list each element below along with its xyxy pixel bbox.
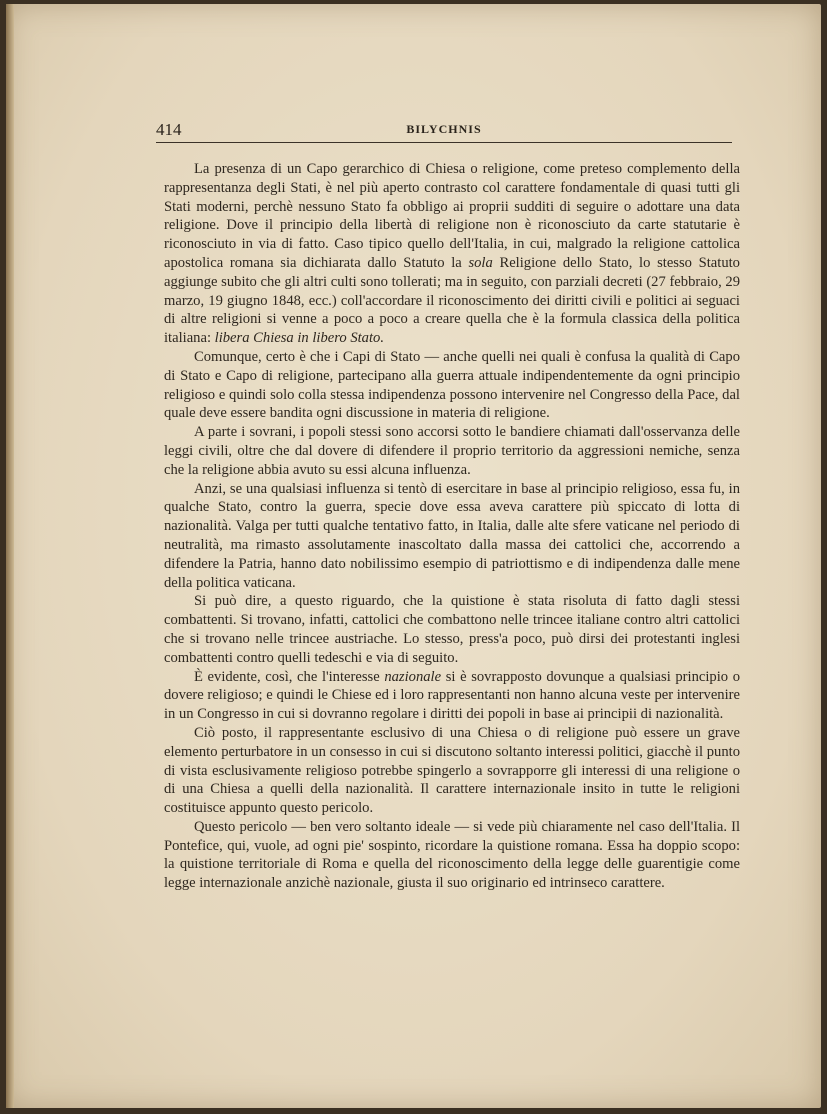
page-header — [156, 120, 732, 143]
book-page — [6, 4, 821, 1108]
italic-run: nazionale — [384, 668, 442, 685]
paragraph — [164, 160, 740, 348]
paragraph — [164, 423, 740, 479]
paragraph — [164, 818, 740, 893]
paragraph — [164, 480, 740, 593]
paragraph — [164, 592, 740, 667]
text-run: È evidente, così, che l'interesse — [194, 668, 385, 685]
text-run: A parte i sovrani, i popoli stessi sono accorsi sotto le bandiere chiamati dall'osservanza delle leggi civili, oltre che dal dovere di difendere il proprio territorio da aggressioni nemiche, senza che la religione abbia avuto su essi alcuna influenza. — [164, 424, 740, 478]
text-run: Ciò posto, il rappresentante esclusivo di una Chiesa o di religione può essere un grave elemento perturbatore in un consesso in cui si discutono soltanto interessi politici, giacchè il punto di vista esclusivamente religioso potrebbe spingerlo a sovrapporre gli interessi di una religione o di una Chiesa a quelli della nazionalità. Il carattere internazionale insito in tutte le religioni costituisce appunto questo pericolo. — [164, 724, 740, 817]
text-run: Si può dire, a questo riguardo, che la quistione è stata risoluta di fatto dagli stessi combattenti. Si trovano, infatti, cattolici che combattono nelle trincee italiane contro altri cattolici che si trovano nelle trincee austriache. Lo stesso, press'a poco, può dirsi dei protestanti inglesi combattenti contro quelli tedeschi e via di seguito. — [164, 593, 740, 666]
page-number: 414 — [156, 120, 182, 139]
text-run: La presenza di un Capo gerarchico di Chiesa o religione, come preteso complemento della rappresentanza degli Stati, è nel più aperto contrasto col carattere fondamentale di quasi tutti gli Stati moderni, perchè nessuno Stato fa obbligo ai proprii sudditi di seguire o adottare una data religione. Dove il principio della libertà di religione non è riconosciuto da carte statutarie è riconosciuto in via di fatto. Caso tipico quello dell'Italia, in cui, malgrado la religione cattolica apostolica romana sia dichiarata dallo Statuto la — [164, 161, 740, 271]
text-run: Questo pericolo — ben vero soltanto ideale — si vede più chiaramente nel caso dell'Italia. Il Pontefice, qui, vuole, ad ogni pie' sospinto, ricordare la quistione romana. Essa ha doppio scopo: la quistione territoriale di Roma e quella del riconoscimento della legge delle guarentigie come legge internazionale anzichè nazionale, giusta il suo originario ed intrinseco carattere. — [164, 818, 740, 892]
text-run: Anzi, se una qualsiasi influenza si tentò di esercitare in base al principio religioso, essa fu, in qualche Stato, contro la guerra, specie dove essa aveva carattere più spiccato di lotta di nazionalità. Valga per tutti qualche tentativo fatto, in Italia, dalle alte sfere vaticane nel periodo di neutralità, ma rimasto assolutamente inascoltato dalla massa dei cattolici che, accorrendo a difendere la Patria, hanno dato nobilissimo esempio di patriottismo e di indipendenza dalle mene della politica vaticana. — [164, 480, 740, 591]
running-title: BILYCHNIS — [406, 122, 482, 136]
text-run: Religione dello Stato, lo stesso Statuto aggiunge subito che gli altri culti sono tollerati; ma in seguito, con parziali decreti (27 febbraio, 29 marzo, 19 giugno 1848, ecc.) coll'accordare il riconoscimento dei diritti civili e politici ai seguaci di altre religioni si venne a poco a poco a creare quella che è la formula classica della politica italiana: — [164, 254, 740, 347]
text-run: si è sovrapposto dovunque a qualsiasi principio o dovere religioso; e quindi le Chiese ed i loro rappresentanti non hanno alcuna veste per intervenire in un Congresso in cui si dovranno regolare i diritti dei popoli in base ai principii di nazionalità. — [164, 668, 740, 723]
body-text — [164, 160, 740, 893]
paragraph — [164, 348, 740, 423]
paragraph — [164, 724, 740, 818]
italic-run: sola — [468, 254, 493, 271]
text-run: Comunque, certo è che i Capi di Stato — anche quelli nei quali è confusa la qualità di Capo di Stato e Capo di religione, partecipano alla guerra attuale indipendentemente da ogni principio religioso e quindi solo colla stessa indipendenza possono intervenire nel Congresso della Pace, dal quale deve essere bandita ogni discussione in materia di religione. — [164, 348, 740, 422]
paragraph — [164, 668, 740, 724]
italic-run: libera Chiesa in libero Stato. — [214, 330, 384, 347]
page-spine-edge — [6, 4, 14, 1108]
